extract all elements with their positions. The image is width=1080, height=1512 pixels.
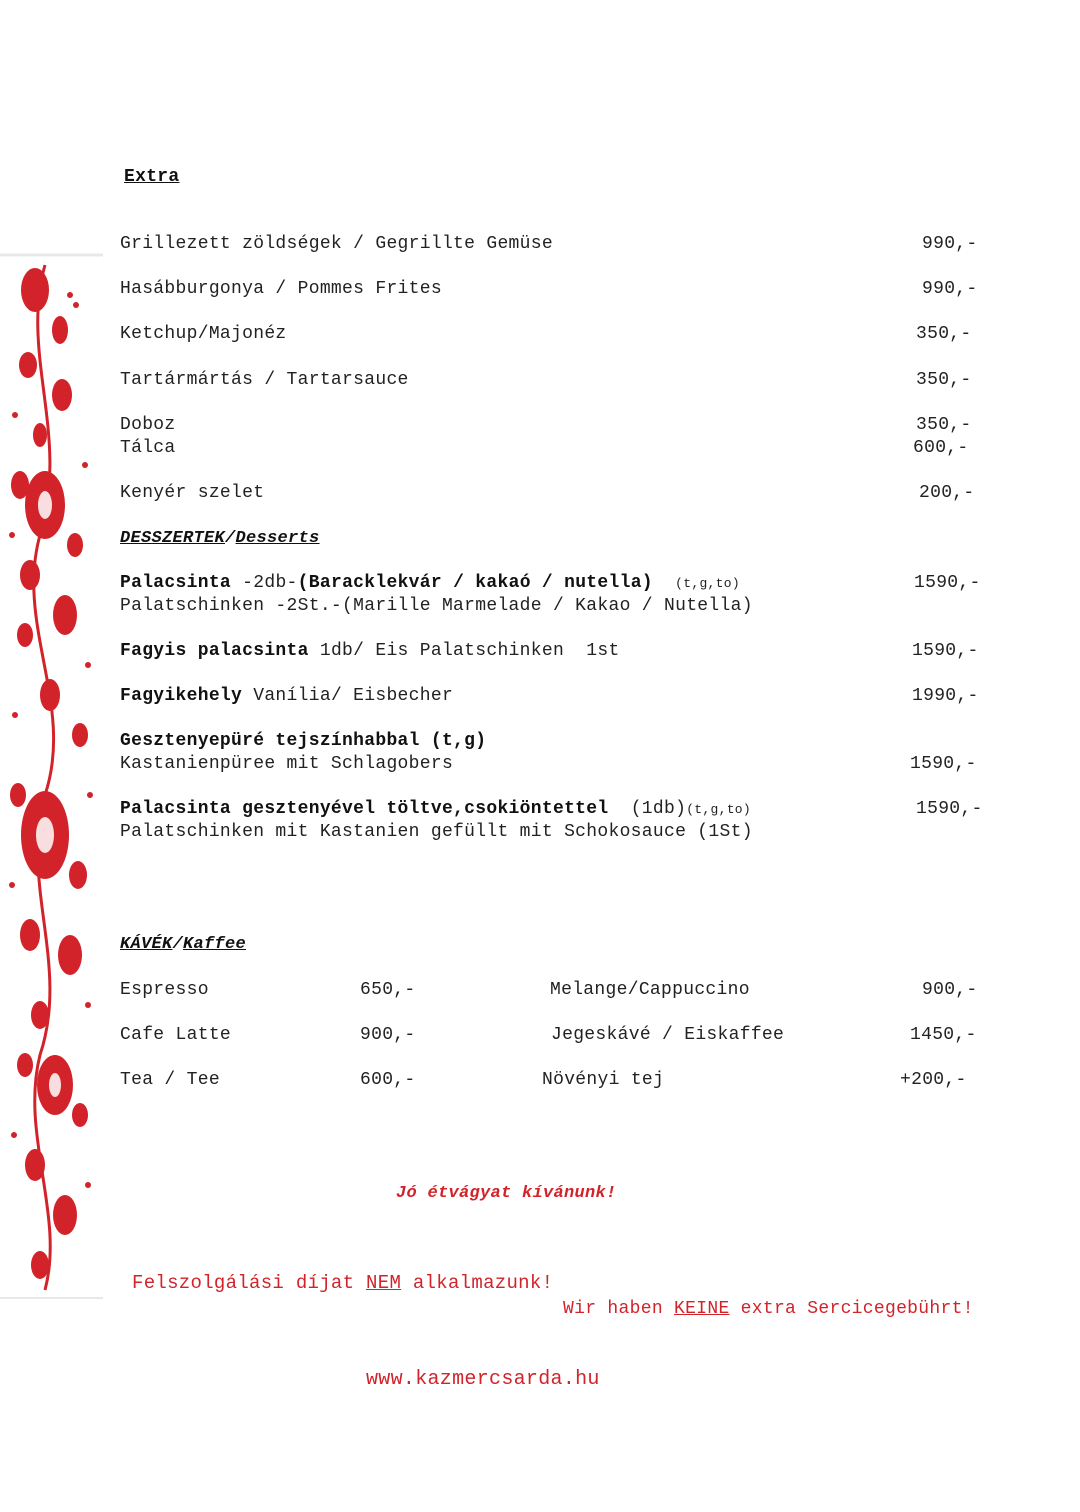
dessert-pancakes: Palacsinta -2db-(Baracklekvár / kakaó / nutella) (t,g,to) (120, 573, 740, 593)
dessert-pancakes-sub: Palatschinken -2St.-(Marille Marmelade / Kakao / Nutella) (120, 596, 753, 616)
dessert-chestnut-puree: Gesztenyepüré tejszínhabbal (t,g) (120, 731, 487, 751)
coffee-tea-price: 600,- (360, 1070, 416, 1090)
extra-item-tartar: Tartármártás / Tartarsauce (120, 370, 409, 390)
dessert-chestnut-pancake: Palacsinta gesztenyével töltve,csokiöntettel (1db)(t,g,to) (120, 799, 752, 819)
extra-item-box: Doboz (120, 415, 176, 435)
dessert-chestnut-pancake-sub: Palatschinken mit Kastanien gefüllt mit Schokosauce (1St) (120, 822, 753, 842)
dessert-pancakes-price: 1590,- (914, 573, 981, 593)
dessert-sundae-price: 1990,- (912, 686, 979, 706)
dessert-chestnut-puree-sub: Kastanienpüree mit Schlagobers (120, 754, 454, 774)
coffee-latte: Cafe Latte (120, 1025, 232, 1045)
floral-ornament-icon (0, 235, 105, 1305)
coffee-iced-price: 1450,- (910, 1025, 977, 1045)
extra-price-tray: 600,- (913, 438, 969, 458)
service-note-de: Wir haben KEINE extra Sercicegebührt! (563, 1299, 974, 1319)
extra-item-bread: Kenyér szelet (120, 483, 265, 503)
coffee-plant-milk-price: +200,- (900, 1070, 967, 1090)
coffee-latte-price: 900,- (360, 1025, 416, 1045)
extra-price-grilled-veg: 990,- (922, 234, 978, 254)
dessert-chestnut-pancake-price: 1590,- (916, 799, 983, 819)
extra-price-tartar: 350,- (916, 370, 972, 390)
coffee-melange: Melange/Cappuccino (550, 980, 750, 1000)
dessert-icecream-pancake: Fagyis palacsinta 1db/ Eis Palatschinken 1st (120, 641, 620, 661)
coffee-plant-milk: Növényi tej (542, 1070, 665, 1090)
coffee-espresso-price: 650,- (360, 980, 416, 1000)
service-note-hu: Felszolgálási díjat NEM alkalmazunk! (132, 1272, 554, 1294)
extra-item-grilled-veg: Grillezett zöldségek / Gegrillte Gemüse (120, 234, 553, 254)
extra-item-ketchup: Ketchup/Majonéz (120, 324, 287, 344)
dessert-chestnut-puree-price: 1590,- (910, 754, 977, 774)
extra-item-fries: Hasábburgonya / Pommes Frites (120, 279, 442, 299)
greeting: Jó étvágyat kívánunk! (396, 1184, 617, 1203)
coffee-iced: Jegeskávé / Eiskaffee (551, 1025, 785, 1045)
desserts-heading: DESSZERTEK/Desserts (120, 529, 320, 548)
extra-price-fries: 990,- (922, 279, 978, 299)
extra-price-box: 350,- (916, 415, 972, 435)
coffee-espresso: Espresso (120, 980, 209, 1000)
coffee-tea: Tea / Tee (120, 1070, 220, 1090)
extra-price-ketchup: 350,- (916, 324, 972, 344)
coffee-heading: KÁVÉK/Kaffee (120, 935, 247, 954)
dessert-icecream-pancake-price: 1590,- (912, 641, 979, 661)
coffee-melange-price: 900,- (922, 980, 978, 1000)
dessert-sundae: Fagyikehely Vanília/ Eisbecher (120, 686, 454, 706)
website-link[interactable]: www.kazmercsarda.hu (366, 1368, 600, 1391)
extra-price-bread: 200,- (919, 483, 975, 503)
extra-item-tray: Tálca (120, 438, 176, 458)
extra-heading: Extra (124, 167, 180, 187)
